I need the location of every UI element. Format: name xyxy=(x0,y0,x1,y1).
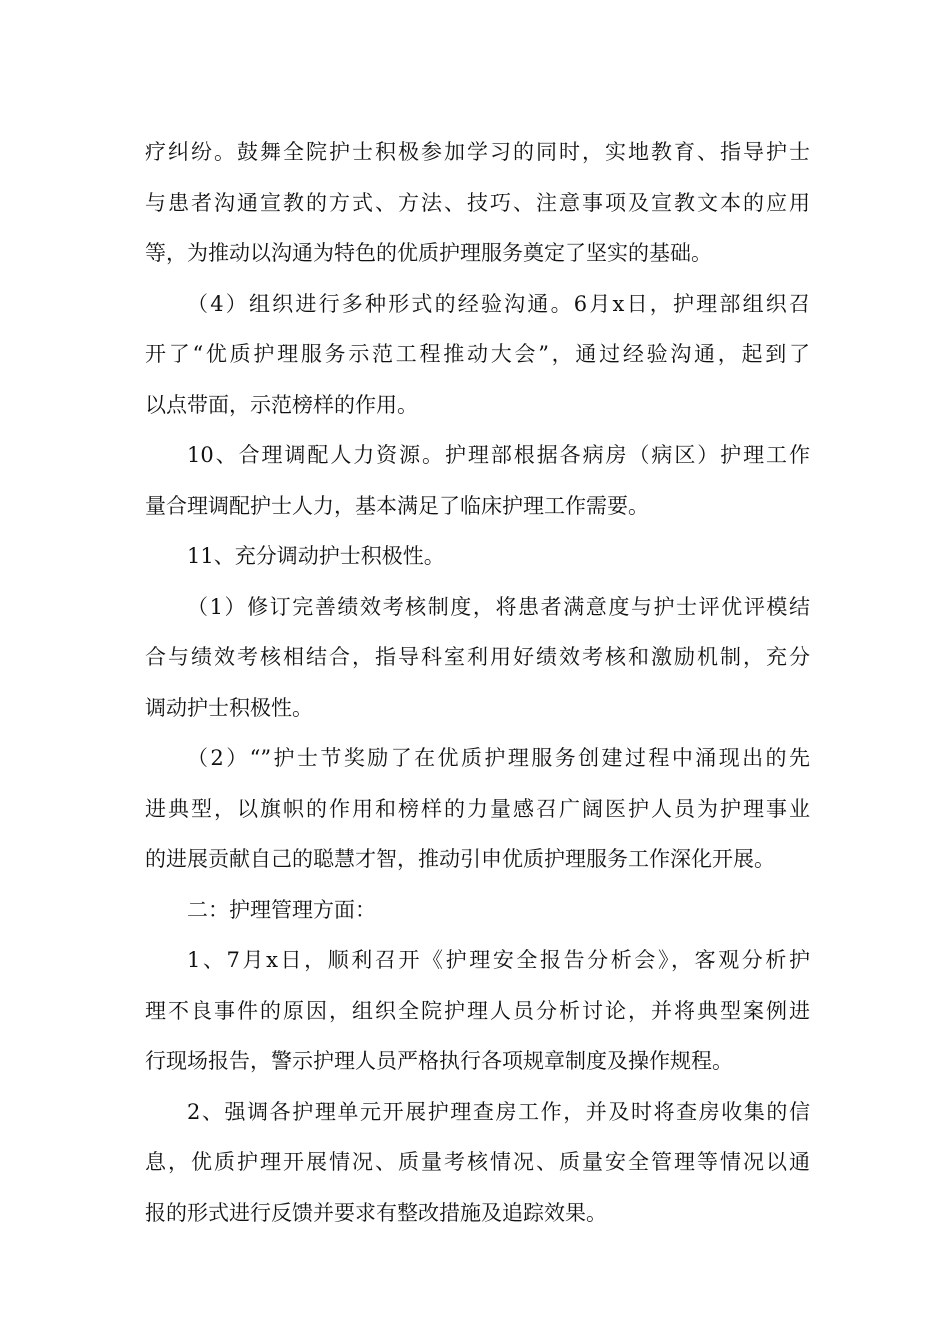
text-line: 调动护士积极性。 xyxy=(145,695,313,720)
paragraph xyxy=(145,531,810,582)
text-line: 疗纠纷。鼓舞全院护士积极参加学习的同时，实地教育、指导护士 xyxy=(145,140,810,164)
paragraph xyxy=(145,582,810,734)
paragraph xyxy=(145,935,810,1087)
text-line: 理不良事件的原因，组织全院护理人员分析讨论，并将典型案例进 xyxy=(145,998,810,1023)
paragraph xyxy=(145,733,810,885)
text-line: 行现场报告，警示护理人员严格执行各项规章制度及操作规程。 xyxy=(145,1049,733,1073)
text-line: 息，优质护理开展情况、质量考核情况、质量安全管理等情况以通 xyxy=(145,1150,810,1174)
text-line: 报的形式进行反馈并要求有整改措施及追踪效果。 xyxy=(145,1200,607,1225)
paragraph xyxy=(145,1087,810,1239)
text-line: 的进展贡献自己的聪慧才智，推动引申优质护理服务工作深化开展。 xyxy=(145,847,775,871)
text-line: 量合理调配护士人力，基本满足了临床护理工作需要。 xyxy=(145,493,649,518)
text-line: 等，为推动以沟通为特色的优质护理服务奠定了坚实的基础。 xyxy=(145,241,712,265)
text-line: 进典型，以旗帜的作用和榜样的力量感召广阔医护人员为护理事业 xyxy=(145,796,810,821)
text-line: （1）修订完善绩效考核制度，将患者满意度与护士评优评模结 xyxy=(187,594,810,619)
text-line: 10、合理调配人力资源。护理部根据各病房（病区）护理工作 xyxy=(187,443,810,467)
paragraph xyxy=(145,885,810,936)
text-line: （2）“”护士节奖励了在优质护理服务创建过程中涌现出的先 xyxy=(187,746,810,770)
text-line: 2、强调各护理单元开展护理查房工作，并及时将查房收集的信 xyxy=(187,1099,810,1124)
paragraph xyxy=(145,430,810,531)
text-line: 1、7月x日，顺利召开《护理安全报告分析会》，客观分析护 xyxy=(187,948,810,972)
text-line: 二：护理管理方面： xyxy=(187,897,376,922)
text-line: 开了“优质护理服务示范工程推动大会”，通过经验沟通，起到了 xyxy=(145,342,810,366)
document-body xyxy=(145,127,810,1238)
text-line: 合与绩效考核相结合，指导科室利用好绩效考核和激励机制，充分 xyxy=(145,645,810,669)
paragraph xyxy=(145,127,810,279)
text-line: （4）组织进行多种形式的经验沟通。6月x日，护理部组织召 xyxy=(187,291,810,316)
text-line: 以点带面，示范榜样的作用。 xyxy=(145,392,418,417)
paragraph xyxy=(145,279,810,431)
text-line: 11、充分调动护士积极性。 xyxy=(187,544,445,568)
text-line: 与患者沟通宣教的方式、方法、技巧、注意事项及宣教文本的应用 xyxy=(145,190,810,215)
